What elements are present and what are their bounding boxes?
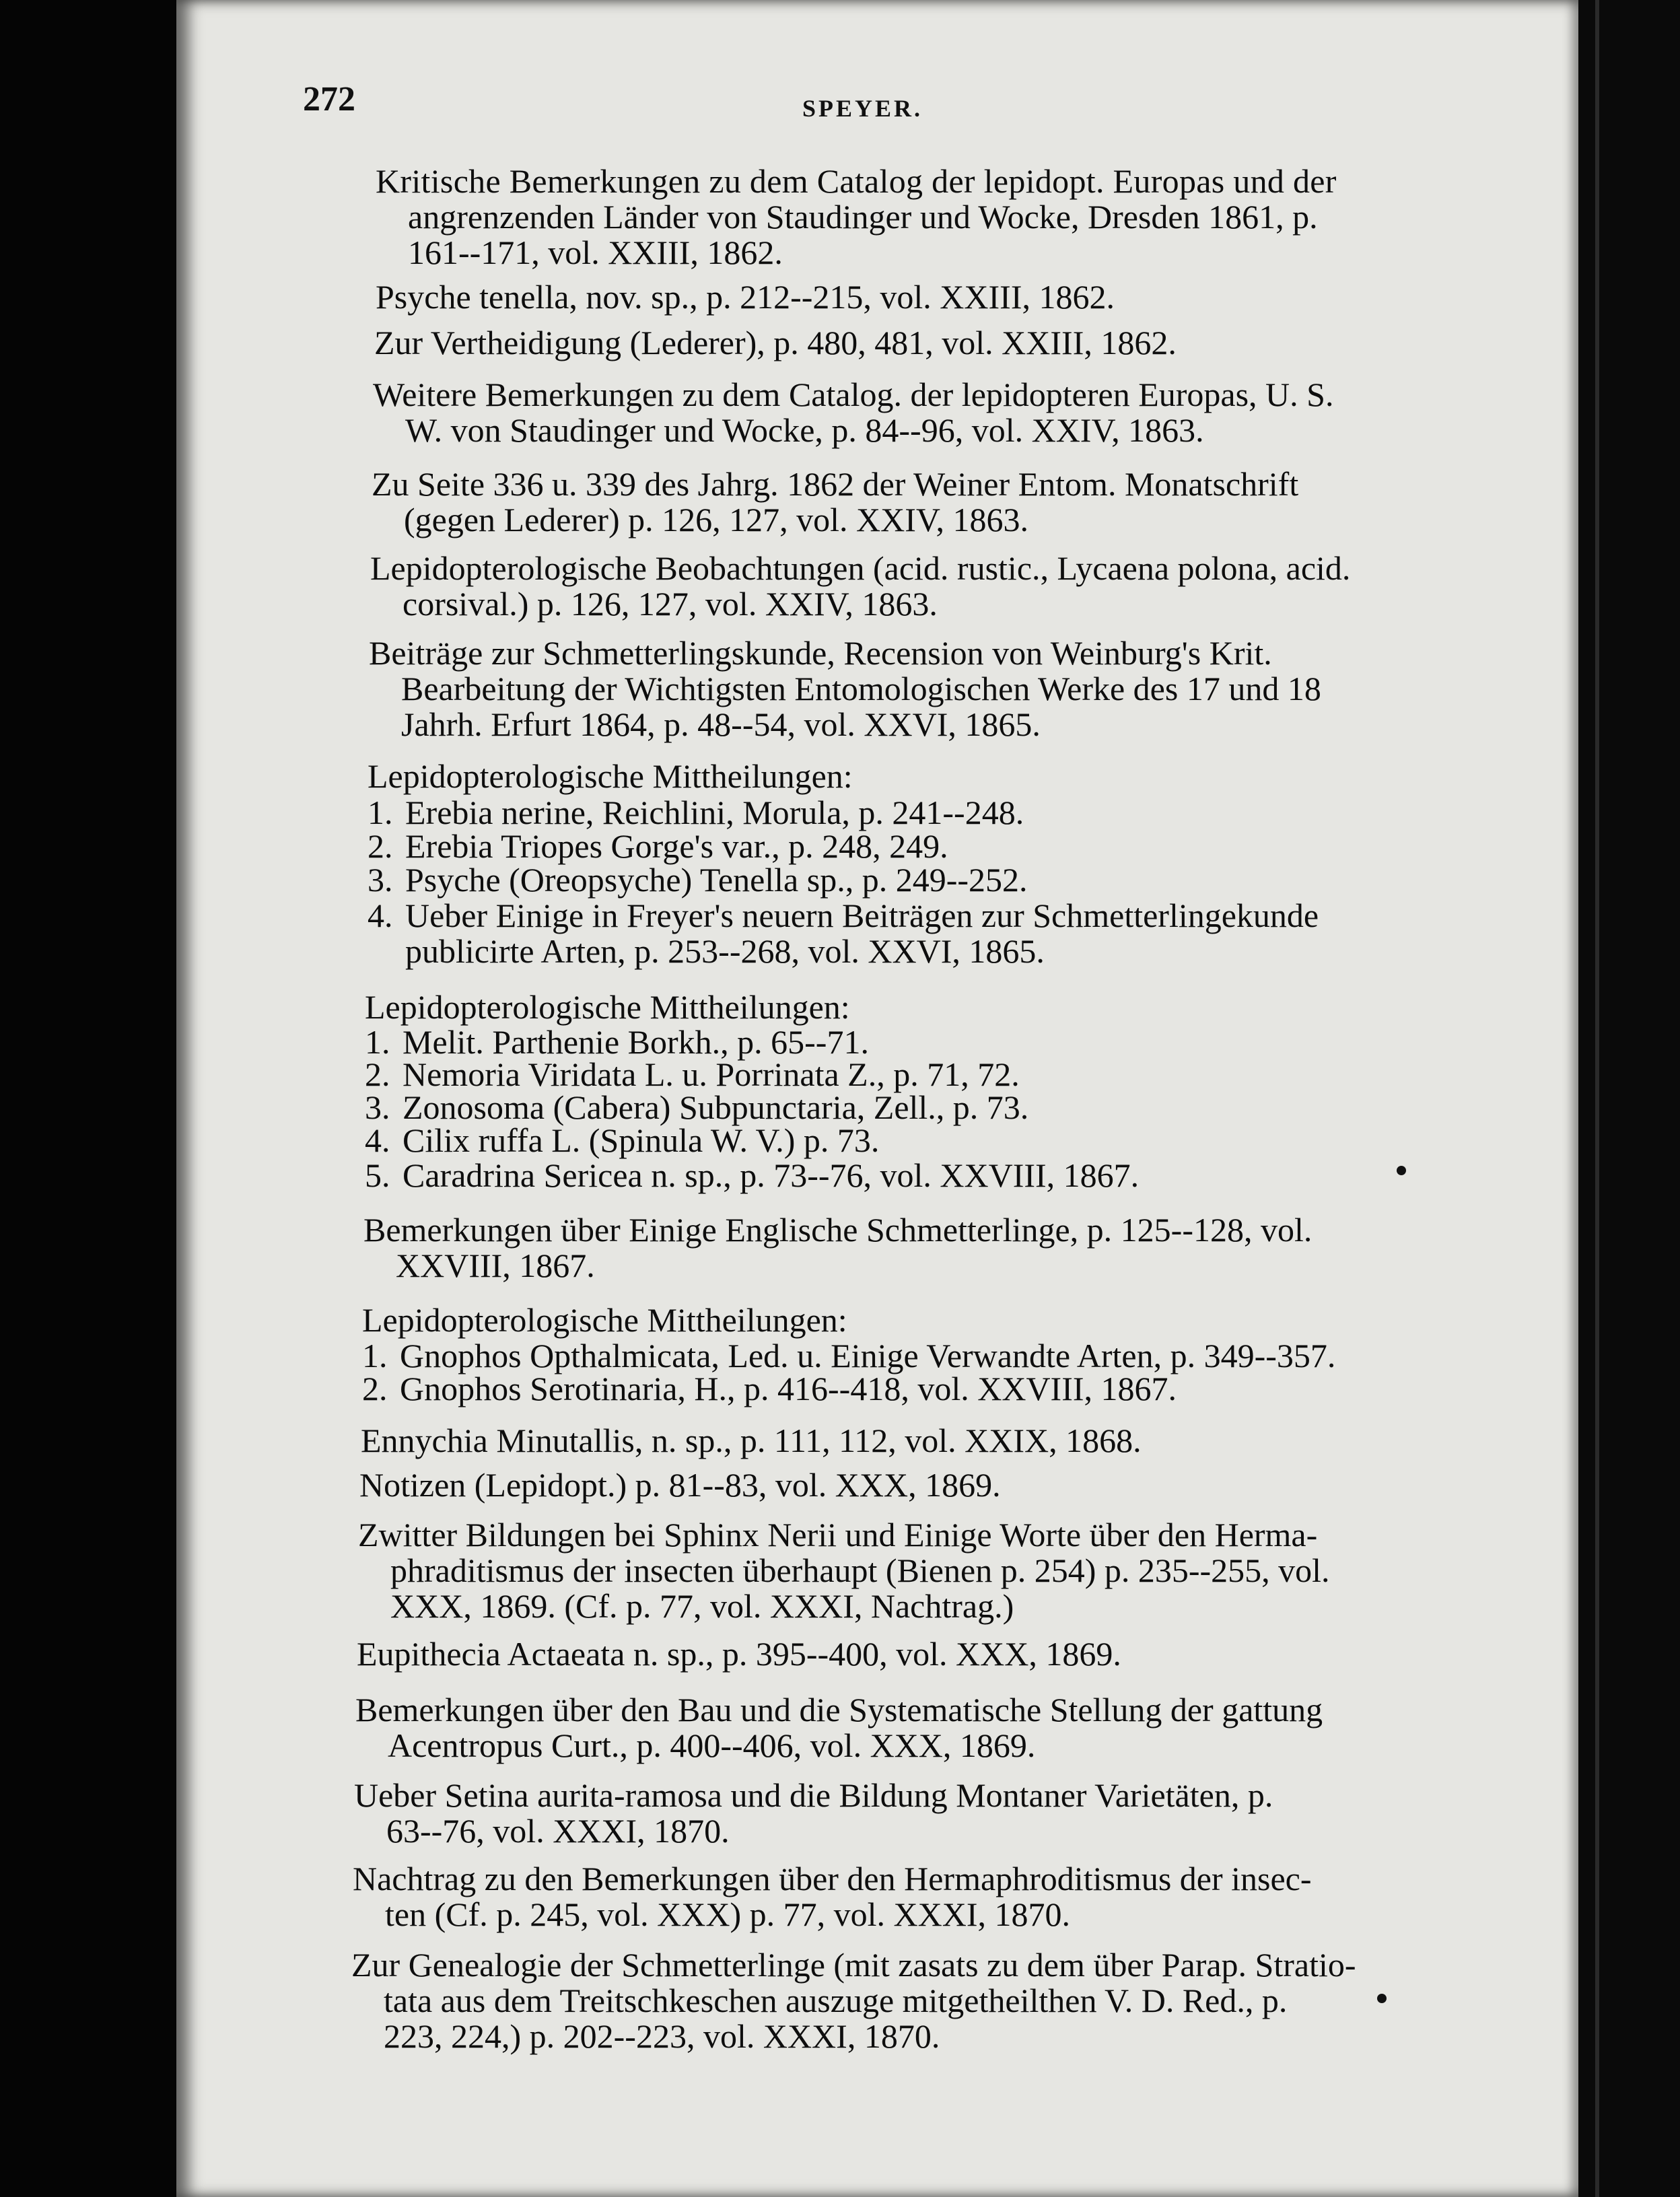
running-head: SPEYER. (802, 95, 923, 122)
entry-line: W. von Staudinger und Wocke, p. 84--96, vol. XXIV, 1863. (405, 411, 1204, 449)
bibliography-entry (353, 1861, 1312, 1932)
item-number: 2. (362, 1370, 388, 1407)
bibliography-entry (370, 551, 1350, 622)
item-number: 2. (368, 827, 393, 865)
item-text: Caradrina Sericea n. sp., p. 73--76, vol. XXVIII, 1867. (403, 1156, 1140, 1194)
list-item (362, 1371, 1177, 1407)
item-number: 3. (368, 861, 393, 899)
list-item (365, 1158, 1139, 1193)
entry-line: 63--76, vol. XXXI, 1870. (386, 1812, 730, 1850)
entry-line: phraditismus der insecten überhaupt (Bienen p. 254) p. 235--255, vol. (390, 1551, 1330, 1589)
entry-line: Notizen (Lepidopt.) p. 81--83, vol. XXX, 1869. (359, 1466, 1001, 1504)
entry-line: Eupithecia Actaeata n. sp., p. 395--400, vol. XXX, 1869. (357, 1635, 1121, 1673)
page-number: 272 (303, 80, 355, 118)
bibliography-entry (355, 1692, 1323, 1764)
item-text: Erebia nerine, Reichlini, Morula, p. 241--248. (405, 794, 1024, 831)
bibliography-entry (361, 1423, 1142, 1459)
bibliography-entry (372, 466, 1298, 538)
bibliography-entry (357, 1636, 1121, 1672)
bibliography-entry (354, 1778, 1273, 1849)
item-text: publicirte Arten, p. 253--268, vol. XXVI, 1865. (405, 932, 1045, 970)
bibliography-entry (373, 377, 1333, 448)
item-number: 4. (365, 1121, 390, 1159)
scan-right-margin (1578, 0, 1680, 2197)
list-item (368, 862, 1028, 898)
item-text: Psyche (Oreopsyche) Tenella sp., p. 249--252. (405, 861, 1028, 899)
bibliography-entry (363, 1212, 1312, 1284)
item-number: 2. (365, 1055, 390, 1093)
section-heading: Lepidopterologische Mittheilungen: (365, 988, 850, 1026)
item-text: Melit. Parthenie Borkh., p. 65--71. (403, 1023, 869, 1061)
item-number: 5. (365, 1156, 390, 1194)
entry-line: XXVIII, 1867. (396, 1247, 595, 1284)
bibliography-entry (359, 1467, 1001, 1503)
item-text: Gnophos Serotinaria, H., p. 416--418, vol. XXVIII, 1867. (400, 1370, 1177, 1407)
entry-line: Bemerkungen über Einige Englische Schmetterlinge, p. 125--128, vol. (363, 1211, 1312, 1249)
entry-line: Zur Genealogie der Schmetterlinge (mit zasats zu dem über Parap. Stratio- (351, 1946, 1356, 1984)
entry-line: angrenzenden Länder von Staudinger und Wocke, Dresden 1861, p. (408, 198, 1318, 236)
entry-line: Nachtrag zu den Bemerkungen über den Hermaphroditismus der insec- (353, 1860, 1312, 1897)
list-item (365, 1090, 1028, 1125)
bibliography-entry (351, 1947, 1356, 2054)
item-text: Zonosoma (Cabera) Subpunctaria, Zell., p. 73. (403, 1088, 1029, 1126)
item-text: Ueber Einige in Freyer's neuern Beiträgen zur Schmetterlingekunde (405, 897, 1319, 934)
item-text: Nemoria Viridata L. u. Porrinata Z., p. 71, 72. (403, 1055, 1020, 1093)
entry-line: Beiträge zur Schmetterlingskunde, Recension von Weinburg's Krit. (369, 634, 1272, 672)
entry-line: Zu Seite 336 u. 339 des Jahrg. 1862 der Weiner Entom. Monatschrift (372, 465, 1299, 503)
entry-line: tata aus dem Treitschkeschen auszuge mitgetheilthen V. D. Red., p. (384, 1982, 1288, 2019)
item-number: 3. (365, 1088, 390, 1126)
list-item (365, 1123, 879, 1158)
item-text: Erebia Triopes Gorge's var., p. 248, 249. (405, 827, 948, 865)
list-item (362, 1338, 1335, 1374)
entry-line: Jahrh. Erfurt 1864, p. 48--54, vol. XXVI, 1865. (401, 705, 1041, 743)
entry-line: Psyche tenella, nov. sp., p. 212--215, vol. XXIII, 1862. (376, 278, 1115, 316)
list-item (365, 1057, 1020, 1092)
entry-line: Kritische Bemerkungen zu dem Catalog der lepidopt. Europas und der (376, 162, 1337, 200)
ink-speck (1397, 1166, 1406, 1175)
bibliography-entry (376, 164, 1337, 271)
list-item (368, 829, 948, 864)
item-number: 4. (368, 897, 393, 934)
scan-left-margin (0, 0, 176, 2197)
bibliography-entry (358, 1517, 1330, 1624)
item-text: Gnophos Opthalmicata, Led. u. Einige Verwandte Arten, p. 349--357. (400, 1337, 1336, 1374)
entry-line: Bearbeitung der Wichtigsten Entomologischen Werke des 17 und 18 (401, 670, 1321, 707)
list-item (368, 795, 1024, 831)
entry-line: Bemerkungen über den Bau und die Systematische Stellung der gattung (355, 1691, 1323, 1729)
entry-line: ten (Cf. p. 245, vol. XXX) p. 77, vol. XXXI, 1870. (385, 1895, 1070, 1933)
entry-line: 161--171, vol. XXIII, 1862. (408, 234, 783, 271)
entry-line: Acentropus Curt., p. 400--406, vol. XXX, 1869. (388, 1727, 1036, 1764)
bibliography-entry (376, 279, 1115, 315)
entry-line: Ennychia Minutallis, n. sp., p. 111, 112, vol. XXIX, 1868. (361, 1422, 1142, 1459)
entry-line: Weitere Bemerkungen zu dem Catalog. der lepidopteren Europas, U. S. (373, 376, 1334, 413)
entry-line: corsival.) p. 126, 127, vol. XXIV, 1863. (403, 585, 938, 623)
section-heading: Lepidopterologische Mittheilungen: (368, 757, 853, 795)
item-number: 1. (365, 1023, 390, 1061)
adjacent-page-edge (1595, 0, 1599, 2197)
item-number: 1. (368, 794, 393, 831)
entry-line: Zwitter Bildungen bei Sphinx Nerii und Einige Worte über den Herma- (358, 1516, 1318, 1554)
bibliography-entry (369, 635, 1321, 742)
section-heading: Lepidopterologische Mittheilungen: (362, 1301, 847, 1339)
ink-speck (1377, 1994, 1387, 2003)
entry-line: Ueber Setina aurita-ramosa und die Bildung Montaner Varietäten, p. (354, 1776, 1273, 1814)
entry-line: (gegen Lederer) p. 126, 127, vol. XXIV, 1863. (404, 501, 1029, 538)
entry-line: 223, 224,) p. 202--223, vol. XXXI, 1870. (384, 2017, 940, 2055)
entry-line: XXX, 1869. (Cf. p. 77, vol. XXXI, Nachtrag.) (390, 1587, 1014, 1625)
list-item (368, 898, 1319, 969)
book-page (176, 0, 1578, 2197)
page-content (176, 0, 1578, 2197)
entry-line: Lepidopterologische Beobachtungen (acid. rustic., Lycaena polona, acid. (370, 549, 1351, 587)
entry-line: Zur Vertheidigung (Lederer), p. 480, 481, vol. XXIII, 1862. (374, 324, 1177, 361)
item-number: 1. (362, 1337, 388, 1374)
bibliography-entry (374, 325, 1177, 361)
item-text: Cilix ruffa L. (Spinula W. V.) p. 73. (403, 1121, 880, 1159)
